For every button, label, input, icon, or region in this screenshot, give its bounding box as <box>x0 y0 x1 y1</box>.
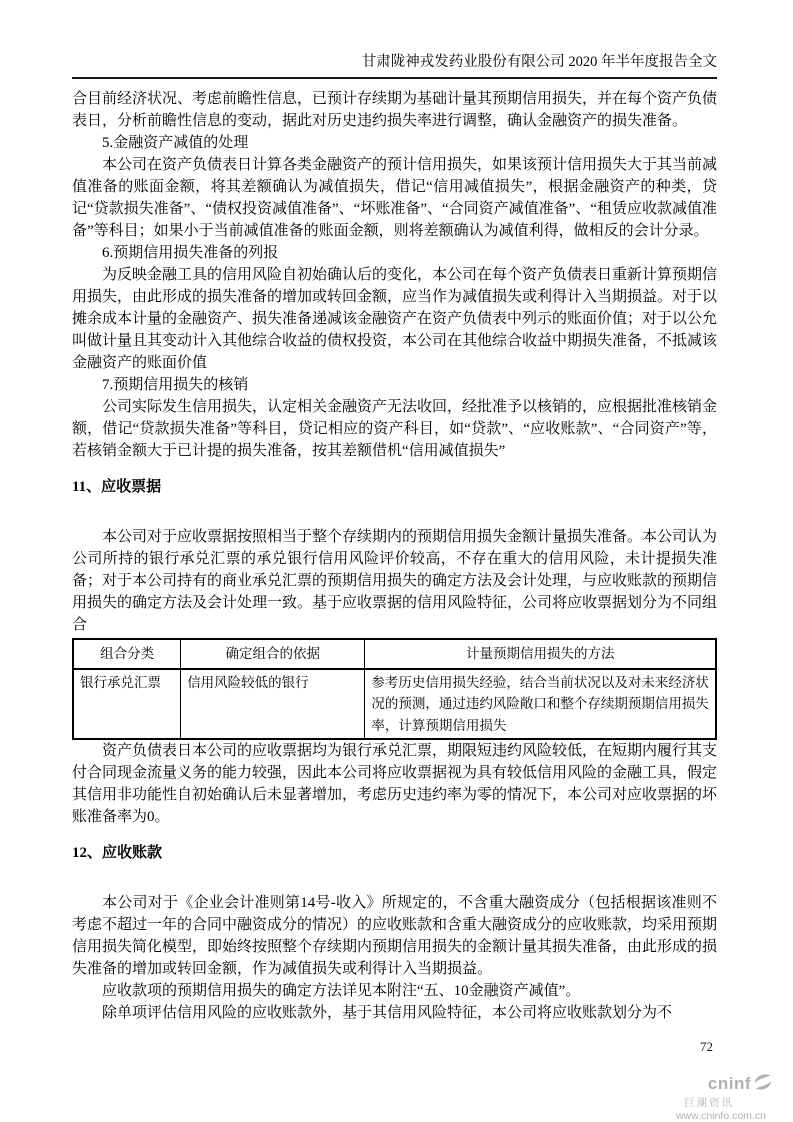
cell-portfolio: 银行承兑汇票 <box>73 669 181 740</box>
cell-basis: 信用风险较低的银行 <box>181 669 365 740</box>
table-header-basis: 确定组合的依据 <box>181 639 365 669</box>
cell-method: 参考历史信用损失经验，结合当前状况以及对未来经济状况的预测，通过违约风险敞口和整个存续期预期信用损失率，计算预期信用损失 <box>365 669 716 740</box>
report-header <box>72 52 717 79</box>
receivable-notes-table <box>72 638 717 740</box>
table-row <box>73 669 716 740</box>
report-header-title: 甘肃陇神戎发药业股份有限公司 2020 年半年度报告全文 <box>361 54 717 70</box>
item7-paragraph: 公司实际发生信用损失，认定相关金融资产无法收回，经批准予以核销的，应根据批准核销金额，借记“贷款损失准备”等科目，贷记相应的资产科目，如“贷款”、“应收账款”、“合同资产”等，若核销金额大于已计提的损失准备，按其差额借机“信用减值损失” <box>72 399 718 459</box>
item5-paragraph: 本公司在资产负债表日计算各类金融资产的预计信用损失，如果该预计信用损失大于其当前减值准备的账面金额，将其差额确认为减值损失，借记“信用减值损失”，根据金融资产的种类，贷记“贷款损失准备”、“债权投资减值准备”、“坏账准备”、“合同资产减值准备”、“租赁应收款减值准备”等科目；如果小于当前减值准备的账面金额，则将差额确认为减值利得，做相反的会计分录。 <box>72 157 718 239</box>
page-number: 72 <box>700 1039 713 1054</box>
table-head <box>73 639 716 669</box>
section11-paragraph-after-table: 资产负债表日本公司的应收票据均为银行承兑汇票，期限短违约风险较低，在短期内履行其支付合同现金流量义务的能力较强，因此本公司将应收票据视为具有较低信用风险的金融工具，假定其信用非功能性自初始确认后未显著增加，考虑历史违约率为零的情况下，本公司对应收票据的坏账准备率为0。 <box>72 743 718 826</box>
cninfo-logo-url: www.cninfo.com.cn <box>676 1110 766 1122</box>
cninfo-logo-top <box>657 1072 787 1097</box>
page-content <box>72 88 717 1024</box>
table-header-portfolio: 组合分类 <box>73 639 181 669</box>
item6-paragraph: 为反映金融工具的信用风险自初始确认后的变化，本公司在每个资产负债表日重新计算预期信用损失，由此形成的损失准备的增加或转回金额，应当作为减值损失或利得计入当期损益。对于以摊余成本计量的金融资产、损失准备递减该金融资产在资产负债表中列示的账面价值；对于以公允叫做计量且其变动计入其他综合收益的债权投资，本公司在其他综合收益中期损失准备，不抵减该金融资产的账面价值 <box>72 267 718 371</box>
item6-heading: 6.预期信用损失准备的列报 <box>102 245 279 261</box>
paragraph-continuation: 合目前经济状况、考虑前瞻性信息，已预计存续期为基础计量其预期信用损失，并在每个资产负债表日，分析前瞻性信息的变动，据此对历史违约损失率进行调整，确认金融资产的损失准备。 <box>72 91 718 129</box>
cninfo-logo-text: cninf <box>707 1073 751 1093</box>
item7-heading: 7.预期信用损失的核销 <box>102 377 249 393</box>
cninfo-swirl-icon <box>753 1072 773 1097</box>
table-header-row <box>73 639 716 669</box>
item5-heading: 5.金融资产减值的处理 <box>102 135 249 151</box>
cninfo-logo-caption: 巨潮资讯 <box>684 1096 734 1109</box>
section11-heading: 11、应收票据 <box>72 479 162 495</box>
section12-paragraph-2: 应收款项的预期信用损失的确定方法详见本附注“五、10金融资产减值”。 <box>102 983 581 1000</box>
table-body <box>73 669 716 740</box>
table-header-method: 计量预期信用损失的方法 <box>365 639 716 669</box>
section12-paragraph-3: 除单项评估信用风险的应收账款外，基于其信用风险特征，本公司将应收账款划分为不 <box>102 1005 673 1022</box>
section11-paragraph: 本公司对于应收票据按照相当于整个存续期内的预期信用损失金额计量损失准备。本公司认为公司所持的银行承兑汇票的承兑银行信用风险评价较高，不存在重大的信用风险，未计提损失准备；对于本公司持有的商业承兑汇票的预期信用损失的确定方法及会计处理，与应收账款的预期信用损失的确定方法及会计处理一致。基于应收票据的信用风险特征，公司将应收票据划分为不同组合 <box>72 529 718 633</box>
section12-heading: 12、应收账款 <box>72 845 163 862</box>
section12-paragraph-1: 本公司对于《企业会计准则第14号-收入》所规定的，不含重大融资成分（包括根据该准则不考虑不超过一年的合同中融资成分的情况）的应收账款和含重大融资成分的应收账款，均采用预期信用损失简化模型，即始终按照整个存续期内预期信用损失的金额计量其损失准备，由此形成的损失准备的增加或转回金额，作为减值损失或利得计入当期损益。 <box>72 895 718 978</box>
cninfo-logo <box>657 1072 787 1122</box>
